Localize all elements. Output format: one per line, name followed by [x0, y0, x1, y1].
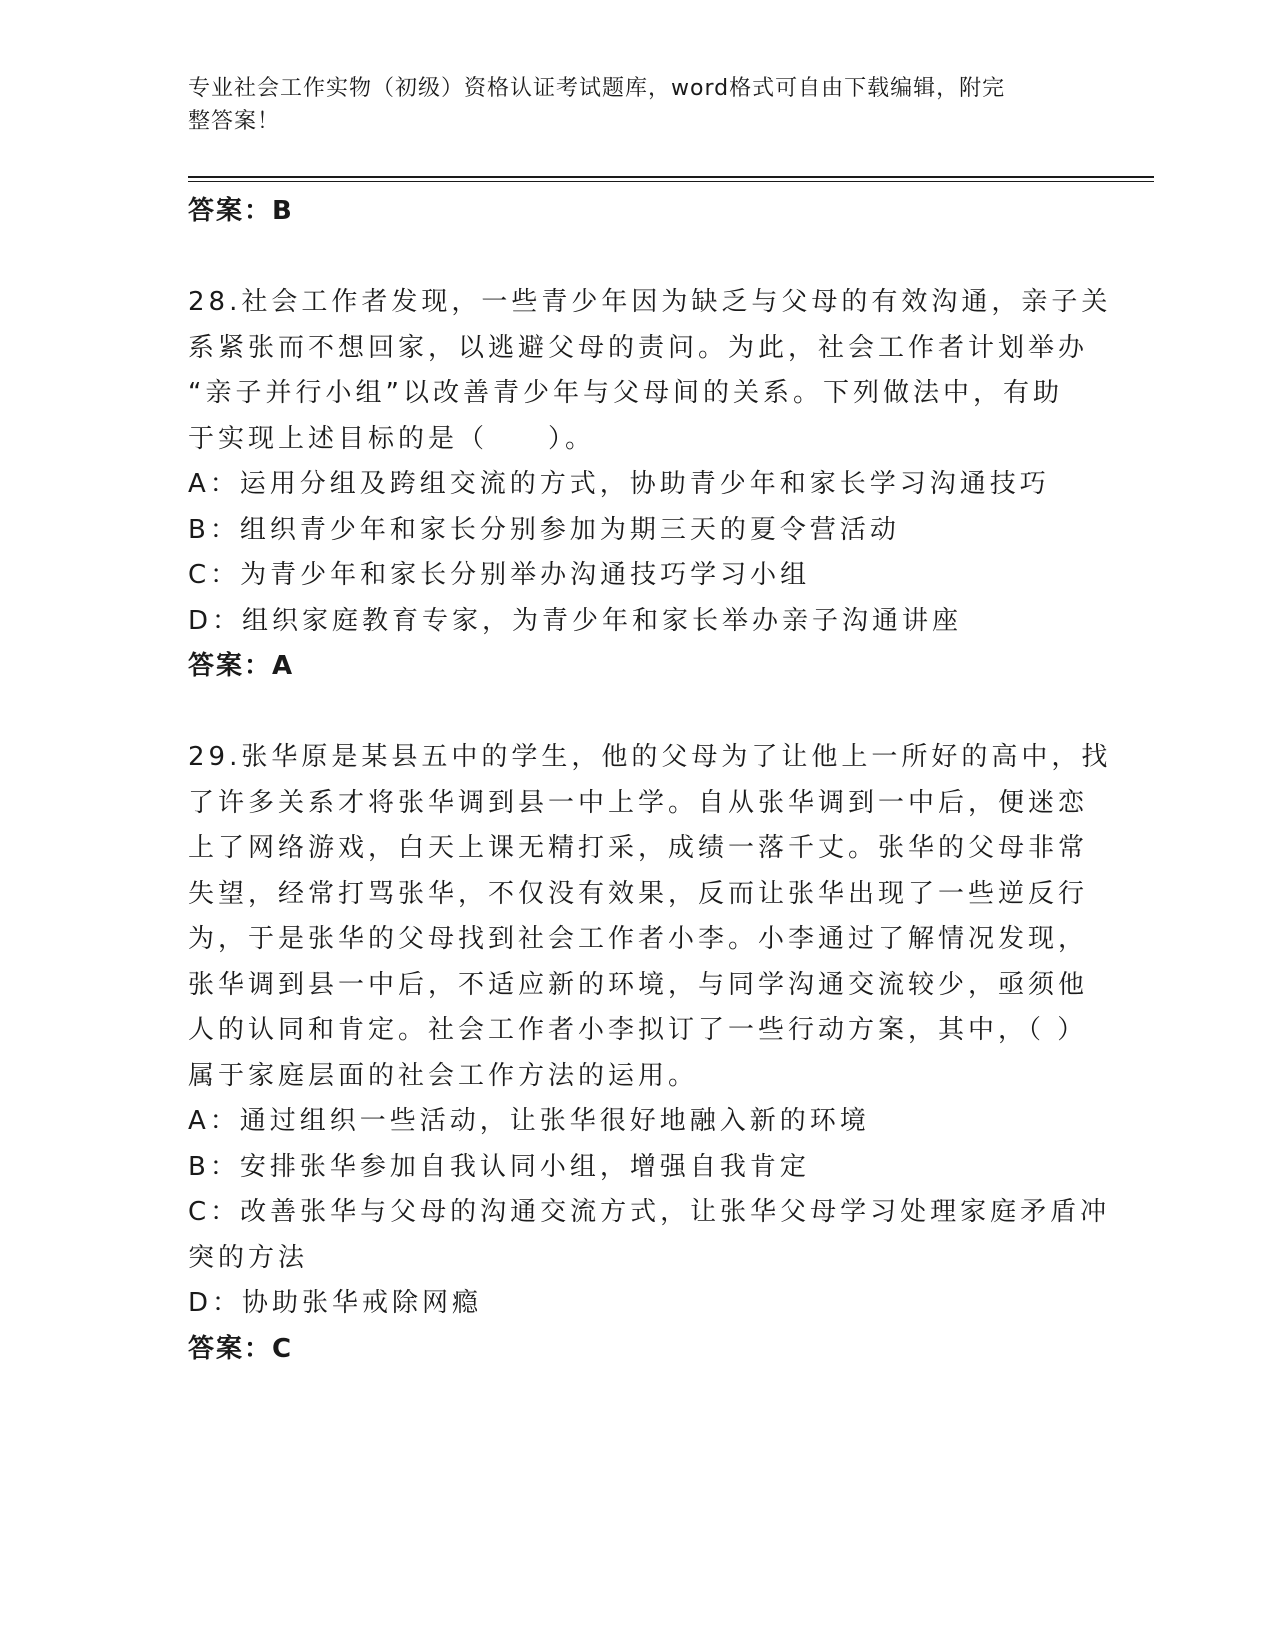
answer-29: 答案：C — [188, 1333, 294, 1364]
question-text-line: 于实现上述目标的是（ ）。 — [188, 423, 596, 454]
question-text-line: 人的认同和肯定。社会工作者小李拟订了一些行动方案，其中，（ ） — [188, 1015, 1088, 1045]
option-c: C：改善张华与父母的沟通交流方式，让张华父母学习处理家庭矛盾冲 — [188, 1197, 1111, 1227]
question-text-line: “亲子并行小组”以改善青少年与父母间的关系。下列做法中，有助 — [188, 378, 1063, 408]
question-text-line: 上了网络游戏，白天上课无精打采，成绩一落千丈。张华的父母非常 — [188, 833, 1089, 863]
question-text-line: 了许多关系才将张华调到县一中上学。自从张华调到一中后，便迷恋 — [188, 787, 1089, 818]
previous-answer: 答案：B — [188, 196, 294, 226]
option-c: C：为青少年和家长分别举办沟通技巧学习小组 — [188, 560, 811, 590]
header-line: 专业社会工作实物（初级）资格认证考试题库，word格式可自由下载编辑，附完 — [188, 76, 1006, 101]
option-a: A：通过组织一些活动，让张华很好地融入新的环境 — [188, 1106, 870, 1136]
question-text-line: 属于家庭层面的社会工作方法的运用。 — [188, 1060, 699, 1091]
question-text-line: 28.社会工作者发现，一些青少年因为缺乏与父母的有效沟通，亲子关 — [188, 287, 1112, 317]
option-d: D：组织家庭教育专家，为青少年和家长举办亲子沟通讲座 — [188, 605, 963, 636]
document-body — [188, 189, 1112, 1372]
spacer — [188, 690, 1088, 736]
option-a: A：运用分组及跨组交流的方式，协助青少年和家长学习沟通技巧 — [188, 469, 1050, 499]
question-29 — [188, 735, 1112, 1372]
option-b: B：组织青少年和家长分别参加为期三天的夏令营活动 — [188, 514, 900, 545]
question-text-line: 29.张华原是某县五中的学生，他的父母为了让他上一所好的高中，找 — [188, 742, 1112, 772]
header-divider — [188, 176, 1154, 178]
header-divider-thin — [188, 181, 1154, 182]
page-header — [188, 72, 1068, 138]
option-c-continued: 突的方法 — [188, 1242, 309, 1273]
question-text-line: 张华调到县一中后，不适应新的环境，与同学沟通交流较少，亟须他 — [188, 969, 1089, 1000]
question-28 — [188, 280, 1112, 690]
spacer — [188, 235, 1088, 281]
answer-28: 答案：A — [188, 651, 295, 681]
question-text-line: 系紧张而不想回家，以逃避父母的责问。为此，社会工作者计划举办 — [188, 332, 1089, 363]
header-line: 整答案！ — [188, 109, 281, 134]
question-text-line: 失望，经常打骂张华，不仅没有效果，反而让张华出现了一些逆反行 — [188, 878, 1089, 909]
option-b: B：安排张华参加自我认同小组，增强自我肯定 — [188, 1151, 810, 1182]
option-d: D：协助张华戒除网瘾 — [188, 1288, 483, 1318]
question-text-line: 为，于是张华的父母找到社会工作者小李。小李通过了解情况发现， — [188, 924, 1089, 954]
